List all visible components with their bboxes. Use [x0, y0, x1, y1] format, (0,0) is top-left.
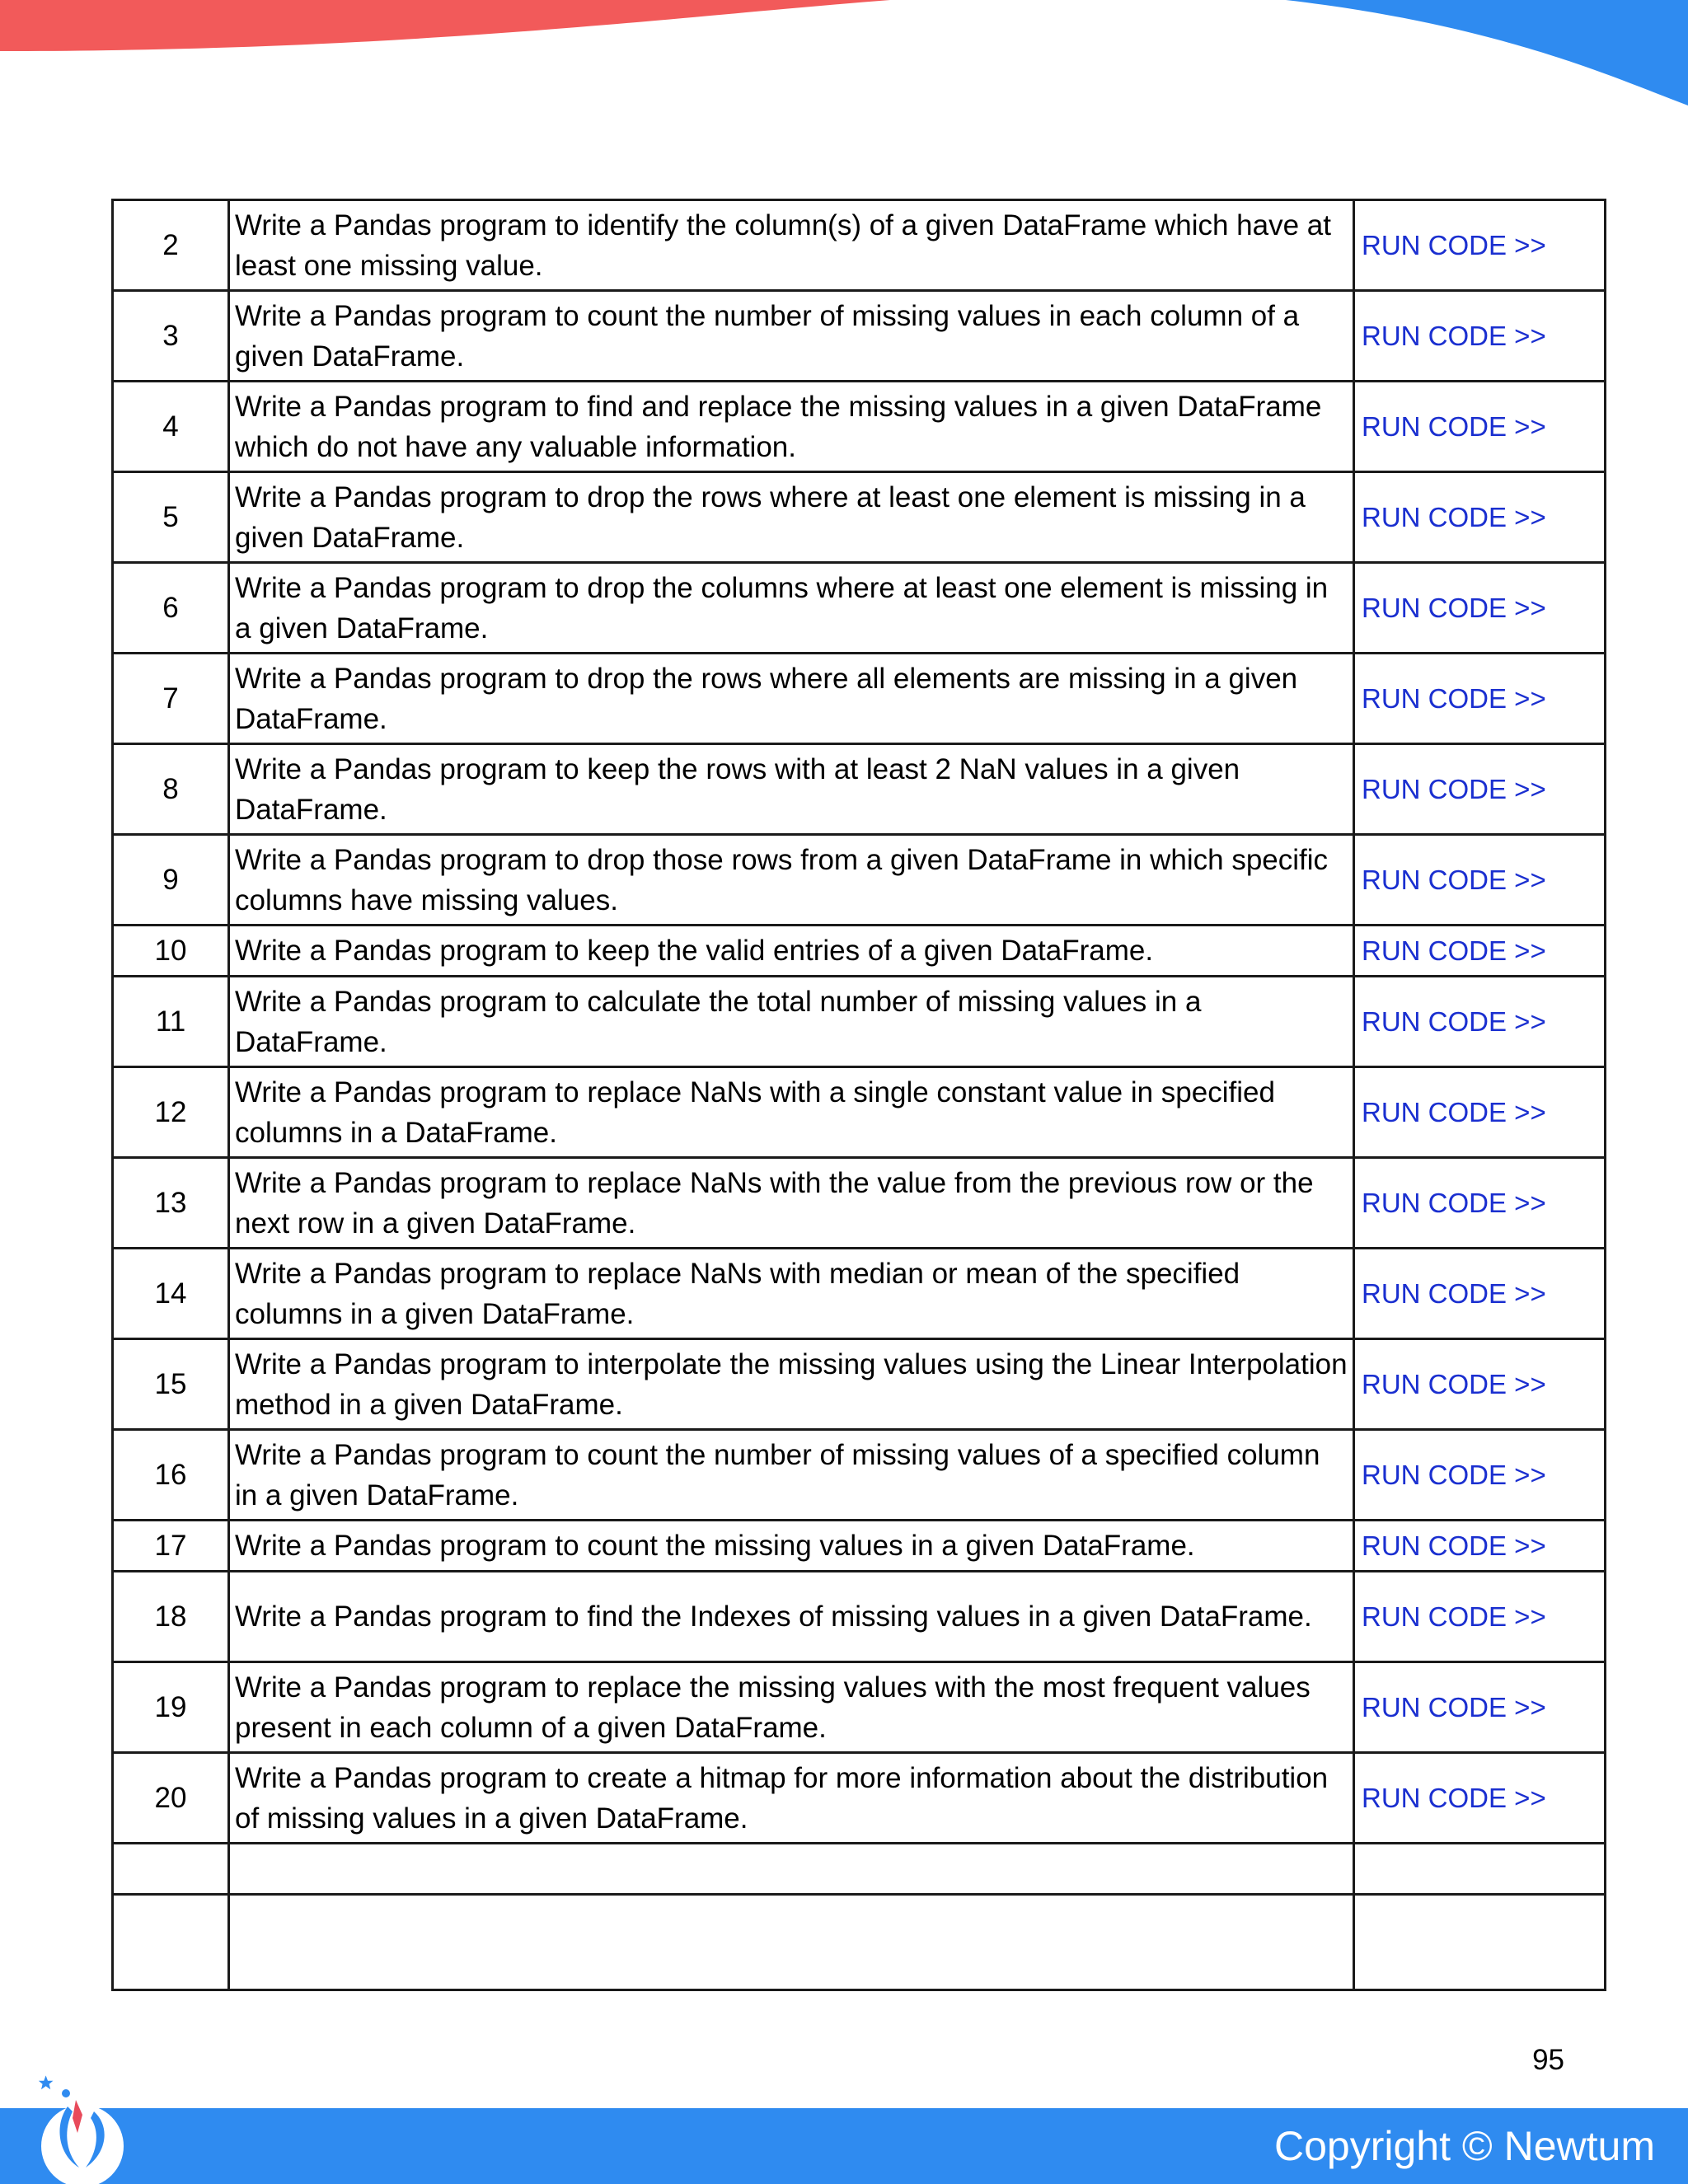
run-code-link[interactable]: RUN CODE >> [1362, 1097, 1546, 1127]
table-row [113, 1249, 1606, 1339]
row-description: Write a Pandas program to replace NaNs with median or mean of the specified columns in a given DataFrame. [229, 1249, 1354, 1339]
run-code-link[interactable]: RUN CODE >> [1362, 502, 1546, 532]
row-number: 7 [113, 654, 229, 744]
table-row [113, 744, 1606, 835]
run-code-link[interactable]: RUN CODE >> [1362, 1692, 1546, 1722]
top-decorative-wave [0, 0, 1688, 107]
run-code-link[interactable]: RUN CODE >> [1362, 1530, 1546, 1561]
run-code-link[interactable]: RUN CODE >> [1362, 1783, 1546, 1813]
row-description: Write a Pandas program to replace NaNs with a single constant value in specified columns in a DataFrame. [229, 1067, 1354, 1158]
row-number: 11 [113, 977, 229, 1067]
row-number: 3 [113, 291, 229, 382]
row-description: Write a Pandas program to replace NaNs with the value from the previous row or the next row in a given DataFrame. [229, 1158, 1354, 1249]
run-code-link[interactable]: RUN CODE >> [1362, 774, 1546, 804]
row-number: 14 [113, 1249, 229, 1339]
page-number: 95 [1532, 2044, 1564, 2076]
table-row [113, 563, 1606, 654]
row-number: 10 [113, 926, 229, 977]
run-code-link[interactable]: RUN CODE >> [1362, 865, 1546, 895]
row-number: 19 [113, 1662, 229, 1753]
run-code-link[interactable]: RUN CODE >> [1362, 1006, 1546, 1037]
run-code-link[interactable]: RUN CODE >> [1362, 230, 1546, 260]
row-description: Write a Pandas program to drop the rows where all elements are missing in a given DataFrame. [229, 654, 1354, 744]
table-row [113, 1662, 1606, 1753]
row-description: Write a Pandas program to count the number of missing values in each column of a given DataFrame. [229, 291, 1354, 382]
row-description: Write a Pandas program to drop the columns where at least one element is missing in a given DataFrame. [229, 563, 1354, 654]
row-number: 17 [113, 1521, 229, 1572]
run-code-link[interactable]: RUN CODE >> [1362, 1369, 1546, 1399]
row-description: Write a Pandas program to keep the valid entries of a given DataFrame. [229, 926, 1354, 977]
row-number: 9 [113, 835, 229, 926]
row-description: Write a Pandas program to drop the rows where at least one element is missing in a given DataFrame. [229, 472, 1354, 563]
row-description: Write a Pandas program to drop those rows from a given DataFrame in which specific columns have missing values. [229, 835, 1354, 926]
row-description: Write a Pandas program to find the Indexes of missing values in a given DataFrame. [229, 1572, 1354, 1662]
table-row [113, 1753, 1606, 1844]
row-number: 6 [113, 563, 229, 654]
table-row [113, 1572, 1606, 1662]
row-description: Write a Pandas program to count the number of missing values of a specified column in a given DataFrame. [229, 1430, 1354, 1521]
run-code-link[interactable]: RUN CODE >> [1362, 1278, 1546, 1309]
row-description: Write a Pandas program to keep the rows with at least 2 NaN values in a given DataFrame. [229, 744, 1354, 835]
copyright-text: Copyright © Newtum [1274, 2123, 1655, 2169]
exercise-table [111, 199, 1606, 1991]
table-row [113, 1521, 1606, 1572]
row-number: 16 [113, 1430, 229, 1521]
table-row [113, 382, 1606, 472]
run-code-link[interactable]: RUN CODE >> [1362, 1460, 1546, 1490]
table-row [113, 654, 1606, 744]
run-code-link[interactable]: RUN CODE >> [1362, 411, 1546, 442]
row-number: 8 [113, 744, 229, 835]
row-number: 15 [113, 1339, 229, 1430]
row-description: Write a Pandas program to identify the column(s) of a given DataFrame which have at least one missing value. [229, 200, 1354, 291]
newtum-logo-icon [18, 2075, 125, 2184]
run-code-link[interactable]: RUN CODE >> [1362, 321, 1546, 351]
table-row [113, 1067, 1606, 1158]
row-number: 20 [113, 1753, 229, 1844]
row-number: 5 [113, 472, 229, 563]
table-row [113, 926, 1606, 977]
table-row [113, 472, 1606, 563]
row-description: Write a Pandas program to interpolate the missing values using the Linear Interpolation method in a given DataFrame. [229, 1339, 1354, 1430]
run-code-link[interactable]: RUN CODE >> [1362, 935, 1546, 966]
empty-table-row [113, 1895, 1606, 1990]
row-description: Write a Pandas program to calculate the total number of missing values in a DataFrame. [229, 977, 1354, 1067]
row-description: Write a Pandas program to find and replace the missing values in a given DataFrame which do not have any valuable information. [229, 382, 1354, 472]
empty-table-row [113, 1844, 1606, 1895]
run-code-link[interactable]: RUN CODE >> [1362, 1601, 1546, 1632]
row-number: 18 [113, 1572, 229, 1662]
table-row [113, 977, 1606, 1067]
table-row [113, 291, 1606, 382]
table-row [113, 1430, 1606, 1521]
row-description: Write a Pandas program to replace the missing values with the most frequent values present in each column of a given DataFrame. [229, 1662, 1354, 1753]
table-row [113, 1339, 1606, 1430]
row-number: 12 [113, 1067, 229, 1158]
table-row [113, 200, 1606, 291]
row-number: 13 [113, 1158, 229, 1249]
table-row [113, 835, 1606, 926]
row-number: 4 [113, 382, 229, 472]
table-row [113, 1158, 1606, 1249]
run-code-link[interactable]: RUN CODE >> [1362, 1188, 1546, 1218]
run-code-link[interactable]: RUN CODE >> [1362, 683, 1546, 714]
run-code-link[interactable]: RUN CODE >> [1362, 593, 1546, 623]
row-description: Write a Pandas program to create a hitmap for more information about the distribution of missing values in a given DataFrame. [229, 1753, 1354, 1844]
row-number: 2 [113, 200, 229, 291]
row-description: Write a Pandas program to count the missing values in a given DataFrame. [229, 1521, 1354, 1572]
